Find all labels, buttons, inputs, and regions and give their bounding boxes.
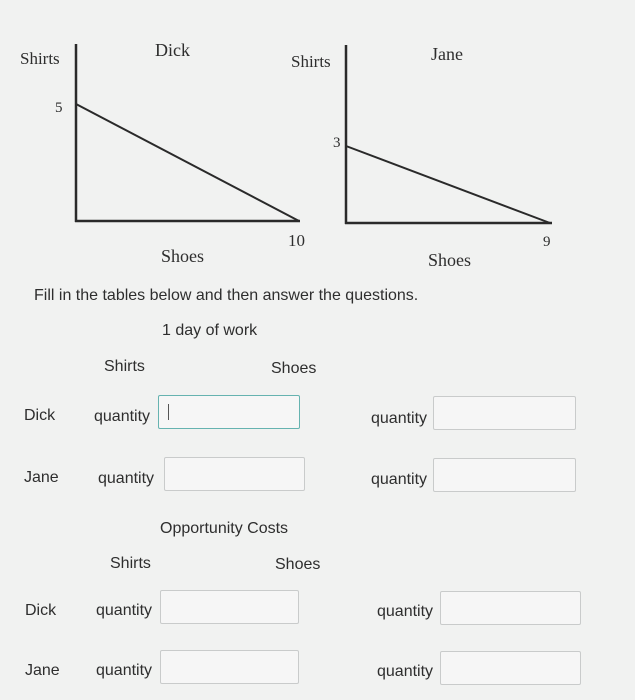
table1-col-shirts: Shirts xyxy=(104,358,145,375)
dick-graph-title: Dick xyxy=(155,40,190,60)
jane-y-axis-label: Shirts xyxy=(291,52,331,71)
dick-x-intercept-label: 10 xyxy=(288,231,305,250)
jane-graph xyxy=(345,45,552,224)
ppf-graphs xyxy=(0,0,635,290)
table2-row-dick-name: Dick xyxy=(25,602,57,619)
table1-col-shoes: Shoes xyxy=(271,360,317,377)
table2-dick-shirts-label: quantity xyxy=(96,602,153,619)
jane-x-axis-label: Shoes xyxy=(428,250,472,270)
table1-dick-shirts-label: quantity xyxy=(94,408,151,425)
dick-y-axis-label: Shirts xyxy=(20,49,60,68)
table2-dick-shoes-input[interactable] xyxy=(440,591,581,625)
table1-jane-shirts-label: quantity xyxy=(98,470,155,487)
table1-title: 1 day of work xyxy=(162,322,258,339)
table1-jane-shirts-input[interactable] xyxy=(164,457,305,491)
text-cursor xyxy=(168,404,169,420)
table1-jane-shoes-input[interactable] xyxy=(433,458,576,492)
table1-row-dick-name: Dick xyxy=(24,407,56,424)
jane-ppf-line xyxy=(346,146,550,223)
dick-x-axis-label: Shoes xyxy=(161,246,205,266)
table2-jane-shirts-label: quantity xyxy=(96,662,153,679)
jane-y-intercept-label: 3 xyxy=(333,135,341,151)
table2-title: Opportunity Costs xyxy=(160,520,289,537)
table2-dick-shirts-input[interactable] xyxy=(160,590,299,624)
jane-graph-title: Jane xyxy=(431,44,463,64)
table2-col-shirts: Shirts xyxy=(110,555,151,572)
table2-jane-shoes-label: quantity xyxy=(377,663,434,680)
jane-x-intercept-label: 9 xyxy=(543,234,551,250)
table2-dick-shoes-label: quantity xyxy=(377,603,434,620)
table1-dick-shoes-input[interactable] xyxy=(433,396,576,430)
table2-col-shoes: Shoes xyxy=(275,556,321,573)
table2-jane-shoes-input[interactable] xyxy=(440,651,581,685)
table1-dick-shirts-input[interactable] xyxy=(158,395,300,429)
table1-jane-shoes-label: quantity xyxy=(371,471,428,488)
dick-graph xyxy=(75,44,300,222)
dick-y-intercept-label: 5 xyxy=(55,100,63,116)
table1-row-jane-name: Jane xyxy=(24,469,59,486)
table2-jane-shirts-input[interactable] xyxy=(160,650,299,684)
dick-ppf-line xyxy=(76,104,299,221)
instructions-text: Fill in the tables below and then answer the questions. xyxy=(34,287,419,304)
table2-row-jane-name: Jane xyxy=(25,662,60,679)
table1-dick-shoes-label: quantity xyxy=(371,410,428,427)
